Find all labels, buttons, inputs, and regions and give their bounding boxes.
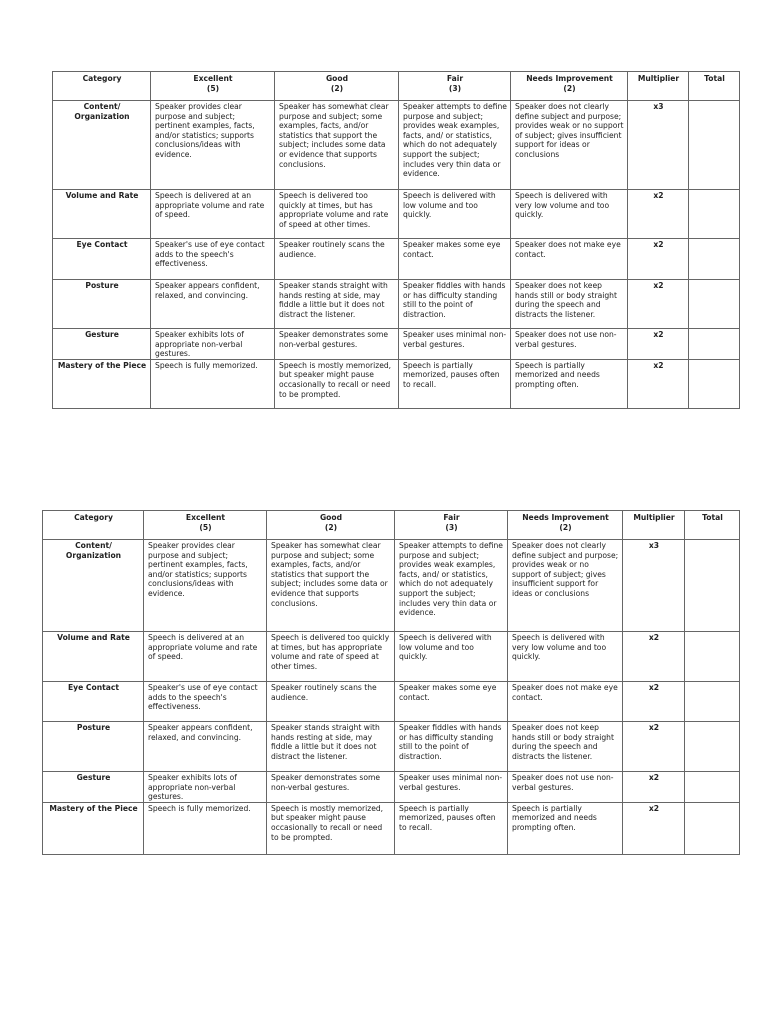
needs-improvement-cell: Speech is partially memorized and needs prompting often. — [508, 802, 623, 854]
table-row — [43, 722, 740, 772]
header-needs-improvement: Needs Improvement (2) — [511, 72, 628, 101]
table-row — [53, 359, 740, 408]
header-category: Category — [43, 511, 144, 540]
header-row — [43, 511, 740, 540]
category-cell: Gesture — [53, 329, 151, 360]
table-row — [53, 239, 740, 280]
needs-improvement-cell: Speech is partially memorized and needs prompting often. — [511, 359, 628, 408]
table-row — [43, 772, 740, 803]
excellent-cell: Speech is fully memorized. — [151, 359, 275, 408]
total-cell — [689, 280, 740, 329]
needs-improvement-cell: Speaker does not make eye contact. — [508, 682, 623, 722]
excellent-cell: Speaker provides clear purpose and subject; pertinent examples, facts, and/or statistics; supports conclusions/ideas with evidence. — [144, 540, 267, 632]
header-total: Total — [685, 511, 740, 540]
excellent-cell: Speech is delivered at an appropriate volume and rate of speed. — [151, 190, 275, 239]
excellent-cell: Speaker's use of eye contact adds to the speech's effectiveness. — [144, 682, 267, 722]
good-cell: Speaker has somewhat clear purpose and subject; some examples, facts, and/or statistics that support the subject; includes some data or evidence that supports conclusions. — [267, 540, 395, 632]
category-cell: Mastery of the Piece — [53, 359, 151, 408]
table-row — [43, 632, 740, 682]
excellent-cell: Speaker exhibits lots of appropriate non-verbal gestures. — [151, 329, 275, 360]
good-cell: Speaker routinely scans the audience. — [275, 239, 399, 280]
category-cell: Posture — [43, 722, 144, 772]
fair-cell: Speech is delivered with low volume and too quickly. — [395, 632, 508, 682]
category-cell: Content/ Organization — [53, 101, 151, 190]
good-cell: Speaker demonstrates some non-verbal gestures. — [275, 329, 399, 360]
fair-cell: Speech is partially memorized, pauses often to recall. — [399, 359, 511, 408]
multiplier-cell: x2 — [628, 280, 689, 329]
multiplier-cell: x2 — [623, 772, 685, 803]
table-row — [43, 682, 740, 722]
excellent-cell: Speaker exhibits lots of appropriate non-verbal gestures. — [144, 772, 267, 803]
needs-improvement-cell: Speaker does not keep hands still or body straight during the speech and distracts the listener. — [508, 722, 623, 772]
header-fair: Fair (3) — [395, 511, 508, 540]
needs-improvement-cell: Speaker does not use non-verbal gestures. — [508, 772, 623, 803]
header-excellent: Excellent (5) — [144, 511, 267, 540]
category-cell: Gesture — [43, 772, 144, 803]
fair-cell: Speech is partially memorized, pauses often to recall. — [395, 802, 508, 854]
total-cell — [685, 632, 740, 682]
rubric-table — [52, 71, 740, 409]
multiplier-cell: x2 — [623, 722, 685, 772]
needs-improvement-cell: Speaker does not keep hands still or body straight during the speech and distracts the listener. — [511, 280, 628, 329]
multiplier-cell: x2 — [623, 802, 685, 854]
needs-improvement-cell: Speech is delivered with very low volume and too quickly. — [511, 190, 628, 239]
good-cell: Speaker stands straight with hands resting at side, may fiddle a little but it does not distract the listener. — [275, 280, 399, 329]
fair-cell: Speaker makes some eye contact. — [399, 239, 511, 280]
category-cell: Volume and Rate — [43, 632, 144, 682]
multiplier-cell: x2 — [628, 359, 689, 408]
table-row — [53, 329, 740, 360]
multiplier-cell: x2 — [623, 682, 685, 722]
header-good: Good (2) — [275, 72, 399, 101]
excellent-cell: Speech is delivered at an appropriate volume and rate of speed. — [144, 632, 267, 682]
category-cell: Eye Contact — [43, 682, 144, 722]
category-cell: Eye Contact — [53, 239, 151, 280]
category-cell: Posture — [53, 280, 151, 329]
good-cell: Speaker demonstrates some non-verbal gestures. — [267, 772, 395, 803]
header-fair: Fair (3) — [399, 72, 511, 101]
excellent-cell: Speaker appears confident, relaxed, and convincing. — [151, 280, 275, 329]
excellent-cell: Speaker provides clear purpose and subject; pertinent examples, facts, and/or statistics; supports conclusions/ideas with evidence. — [151, 101, 275, 190]
excellent-cell: Speech is fully memorized. — [144, 802, 267, 854]
header-good: Good (2) — [267, 511, 395, 540]
header-excellent: Excellent (5) — [151, 72, 275, 101]
total-cell — [685, 772, 740, 803]
table-row — [43, 540, 740, 632]
header-multiplier: Multiplier — [628, 72, 689, 101]
header-multiplier: Multiplier — [623, 511, 685, 540]
needs-improvement-cell: Speaker does not clearly define subject and purpose; provides weak or no support of subject; gives insufficient support for ideas or conclusions — [508, 540, 623, 632]
fair-cell: Speech is delivered with low volume and too quickly. — [399, 190, 511, 239]
header-needs-improvement: Needs Improvement (2) — [508, 511, 623, 540]
needs-improvement-cell: Speaker does not clearly define subject and purpose; provides weak or no support of subject; gives insufficient support for ideas or conclusions — [511, 101, 628, 190]
total-cell — [689, 101, 740, 190]
good-cell: Speech is mostly memorized, but speaker might pause occasionally to recall or need to be prompted. — [275, 359, 399, 408]
good-cell: Speaker stands straight with hands resting at side, may fiddle a little but it does not distract the listener. — [267, 722, 395, 772]
needs-improvement-cell: Speaker does not make eye contact. — [511, 239, 628, 280]
total-cell — [685, 540, 740, 632]
category-cell: Content/ Organization — [43, 540, 144, 632]
multiplier-cell: x3 — [628, 101, 689, 190]
fair-cell: Speaker fiddles with hands or has difficulty standing still to the point of distraction. — [395, 722, 508, 772]
total-cell — [689, 239, 740, 280]
header-total: Total — [689, 72, 740, 101]
header-row — [53, 72, 740, 101]
total-cell — [685, 682, 740, 722]
multiplier-cell: x2 — [623, 632, 685, 682]
fair-cell: Speaker attempts to define purpose and subject; provides weak examples, facts, and/ or statistics, which do not adequately support the subject; includes very thin data or evidence. — [395, 540, 508, 632]
good-cell: Speech is delivered too quickly at times, but has appropriate volume and rate of speed at other times. — [275, 190, 399, 239]
good-cell: Speech is delivered too quickly at times, but has appropriate volume and rate of speed at other times. — [267, 632, 395, 682]
table-row — [53, 190, 740, 239]
table-row — [43, 802, 740, 854]
good-cell: Speech is mostly memorized, but speaker might pause occasionally to recall or need to be prompted. — [267, 802, 395, 854]
needs-improvement-cell: Speaker does not use non-verbal gestures. — [511, 329, 628, 360]
fair-cell: Speaker makes some eye contact. — [395, 682, 508, 722]
header-category: Category — [53, 72, 151, 101]
multiplier-cell: x2 — [628, 329, 689, 360]
fair-cell: Speaker attempts to define purpose and subject; provides weak examples, facts, and/ or statistics, which do not adequately support the subject; includes very thin data or evidence. — [399, 101, 511, 190]
good-cell: Speaker has somewhat clear purpose and subject; some examples, facts, and/or statistics that support the subject; includes some data or evidence that supports conclusions. — [275, 101, 399, 190]
needs-improvement-cell: Speech is delivered with very low volume and too quickly. — [508, 632, 623, 682]
fair-cell: Speaker uses minimal non-verbal gestures. — [399, 329, 511, 360]
category-cell: Volume and Rate — [53, 190, 151, 239]
multiplier-cell: x2 — [628, 190, 689, 239]
excellent-cell: Speaker's use of eye contact adds to the speech's effectiveness. — [151, 239, 275, 280]
total-cell — [685, 722, 740, 772]
multiplier-cell: x3 — [623, 540, 685, 632]
total-cell — [689, 190, 740, 239]
total-cell — [685, 802, 740, 854]
table-row — [53, 280, 740, 329]
multiplier-cell: x2 — [628, 239, 689, 280]
fair-cell: Speaker uses minimal non-verbal gestures. — [395, 772, 508, 803]
table-row — [53, 101, 740, 190]
category-cell: Mastery of the Piece — [43, 802, 144, 854]
good-cell: Speaker routinely scans the audience. — [267, 682, 395, 722]
rubric-table — [42, 510, 740, 855]
total-cell — [689, 359, 740, 408]
fair-cell: Speaker fiddles with hands or has difficulty standing still to the point of distraction. — [399, 280, 511, 329]
excellent-cell: Speaker appears confident, relaxed, and convincing. — [144, 722, 267, 772]
total-cell — [689, 329, 740, 360]
